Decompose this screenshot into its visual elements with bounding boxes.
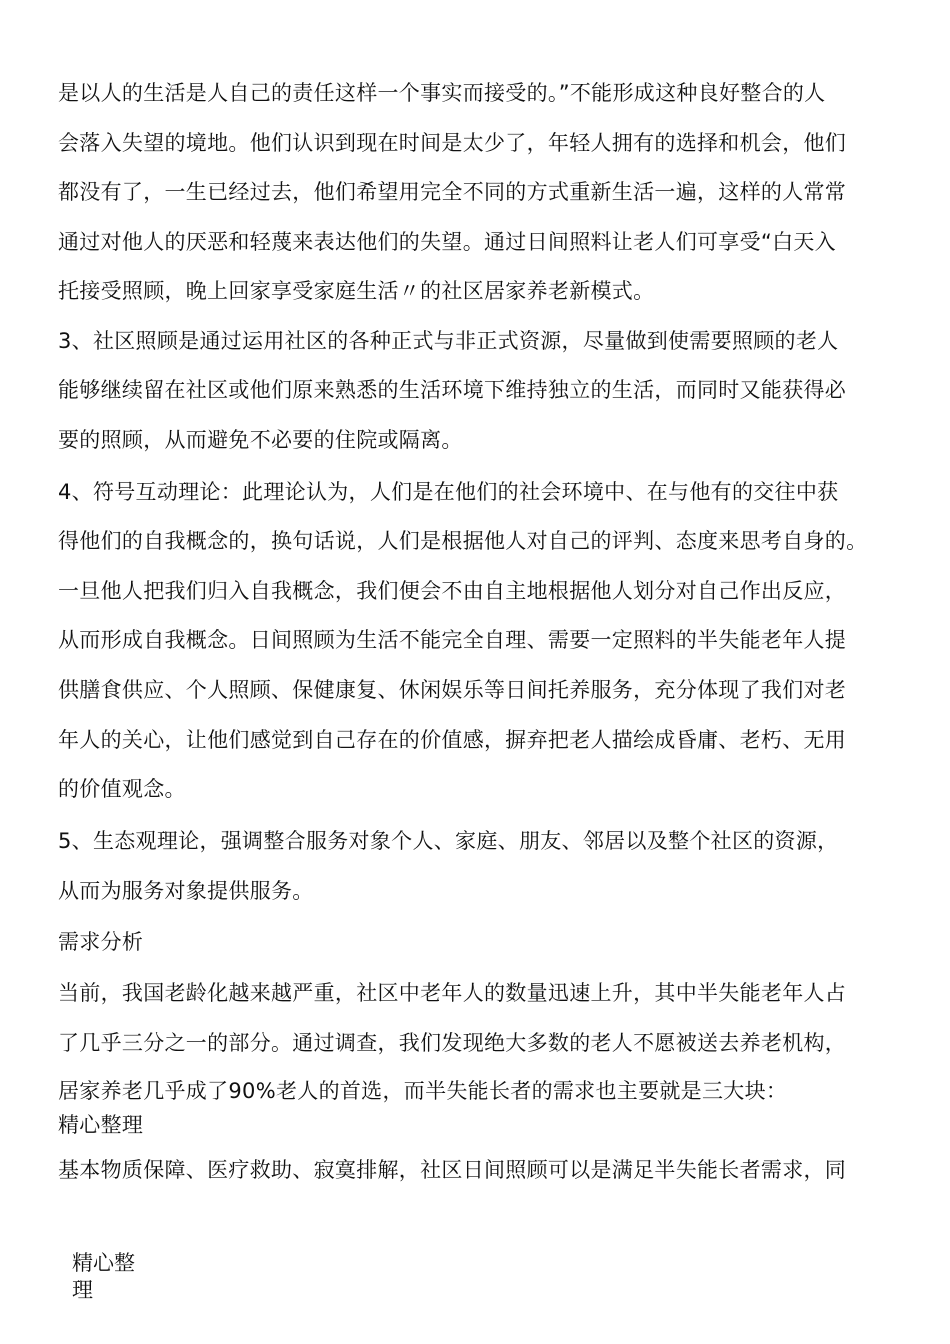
text-line-23: 基本物质保障、医疗救助、寂寞排解，社区日间照顾可以是满足半失能长者需求，同 — [58, 1158, 847, 1182]
text-line-4: 通过对他人的厌恶和轻蔑来表达他们的失望。通过日间照料让老人们可享受“白天入 — [58, 230, 836, 254]
text-line-9: 4、符号互动理论：此理论认为，人们是在他们的社会环境中、在与他有的交往中获 — [58, 480, 839, 504]
text-line-14: 年人的关心，让他们感觉到自己存在的价值感，摒弃把老人描绘成昏庸、老朽、无用 — [58, 728, 847, 752]
text-line-15: 的价值观念。 — [58, 777, 186, 801]
text-line-6: 3、社区照顾是通过运用社区的各种正式与非正式资源，尽量做到使需要照顾的老人 — [58, 329, 839, 353]
section-heading: 需求分析 — [58, 930, 144, 954]
text-line-22: 精心整理 — [58, 1113, 144, 1137]
text-line-1: 是以人的生活是人自己的责任这样一个事实而接受的。”不能形成这种良好整合的人 — [58, 81, 826, 105]
text-line-8: 要的照顾，从而避免不必要的住院或隔离。 — [58, 428, 463, 452]
text-line-17: 从而为服务对象提供服务。 — [58, 879, 314, 903]
text-line-20: 了几乎三分之一的部分。通过调查，我们发现绝大多数的老人不愿被送去养老机构， — [58, 1031, 847, 1055]
text-line-2: 会落入失望的境地。他们认识到现在时间是太少了，年轻人拥有的选择和机会，他们 — [58, 131, 847, 155]
text-line-11: 一旦他人把我们归入自我概念，我们便会不由自主地根据他人划分对自己作出反应， — [58, 579, 847, 603]
text-line-12: 从而形成自我概念。日间照顾为生活不能完全自理、需要一定照料的半失能老年人提 — [58, 628, 847, 652]
text-line-19: 当前，我国老龄化越来越严重，社区中老年人的数量迅速上升，其中半失能老年人占 — [58, 981, 847, 1005]
text-line-10: 得他们的自我概念的，换句话说，人们是根据他人对自己的评判、态度来思考自身的。 — [58, 529, 868, 553]
text-line-5: 托接受照顾，晚上回家享受家庭生活〃的社区居家养老新模式。 — [58, 279, 655, 303]
text-line-7: 能够继续留在社区或他们原来熟悉的生活环境下维持独立的生活，而同时又能获得必 — [58, 378, 847, 402]
text-line-3: 都没有了，一生已经过去，他们希望用完全不同的方式重新生活一遍，这样的人常常 — [58, 180, 847, 204]
footer-watermark-line-1: 精心整 — [72, 1251, 135, 1275]
footer-watermark-line-2: 理 — [72, 1278, 93, 1302]
text-line-13: 供膳食供应、个人照顾、保健康复、休闲娱乐等日间托养服务，充分体现了我们对老 — [58, 678, 847, 702]
text-line-21: 居家养老几乎成了90%老人的首选，而半失能长者的需求也主要就是三大块： — [58, 1079, 788, 1103]
text-line-16: 5、生态观理论，强调整合服务对象个人、家庭、朋友、邻居以及整个社区的资源， — [58, 829, 839, 853]
